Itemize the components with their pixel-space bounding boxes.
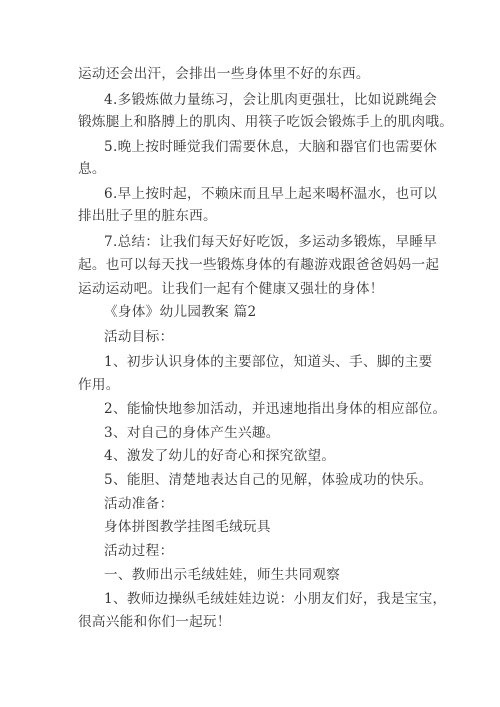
- text-line: 很高兴能和你们一起玩！: [78, 614, 231, 630]
- text-line: 一、教师出示毛绒娃娃，师生共同观察: [104, 567, 341, 583]
- text-line: 3、对自己的身体产生兴趣。: [104, 425, 280, 441]
- text-line: 5、能胆、清楚地表达自己的见解，体验成功的快乐。: [104, 472, 433, 488]
- text-line: 4、激发了幼儿的好奇心和探究欲望。: [104, 448, 336, 464]
- text-line: 作用。: [78, 377, 120, 393]
- text-line: 7.总结：让我们每天好好吃饭，多运动多锻炼，早睡早: [104, 234, 438, 250]
- text-line: 运动还会出汗，会排出一些身体里不好的东西。: [78, 66, 370, 82]
- text-line: 锻炼腿上和胳膊上的肌肉、用筷子吃饭会锻炼手上的肌肉哦。: [78, 114, 454, 130]
- text-line: 活动准备：: [104, 496, 174, 512]
- text-line: 身体拼图教学挂图毛绒玩具: [104, 519, 271, 535]
- text-line: 排出肚子里的脏东西。: [78, 208, 217, 224]
- text-line: 起。也可以每天找一些锻炼身体的有趣游戏跟爸爸妈妈一起: [78, 257, 440, 273]
- text-line: 2、能愉快地参加活动，并迅速地指出身体的相应部位。: [104, 401, 447, 417]
- text-line: 4.多锻炼做力量练习，会让肌肉更强壮，比如说跳绳会: [104, 92, 438, 108]
- text-line: 运动运动吧。让我们一起有个健康又强壮的身体！: [78, 281, 384, 297]
- text-line: 活动过程：: [104, 543, 174, 559]
- text-line: 1、初步认识身体的主要部位，知道头、手、脚的主要: [104, 354, 433, 370]
- section-title: 《身体》幼儿园教案 篇2: [104, 304, 257, 320]
- text-line: 息。: [78, 161, 106, 177]
- text-line: 活动目标：: [104, 329, 174, 345]
- text-line: 5.晚上按时睡觉我们需要休息，大脑和器官们也需要休: [104, 139, 438, 155]
- text-line: 1、教师边操纵毛绒娃娃边说：小朋友们好，我是宝宝，: [104, 591, 447, 607]
- text-line: 6.早上按时起，不赖床而且早上起来喝杯温水，也可以: [104, 186, 438, 202]
